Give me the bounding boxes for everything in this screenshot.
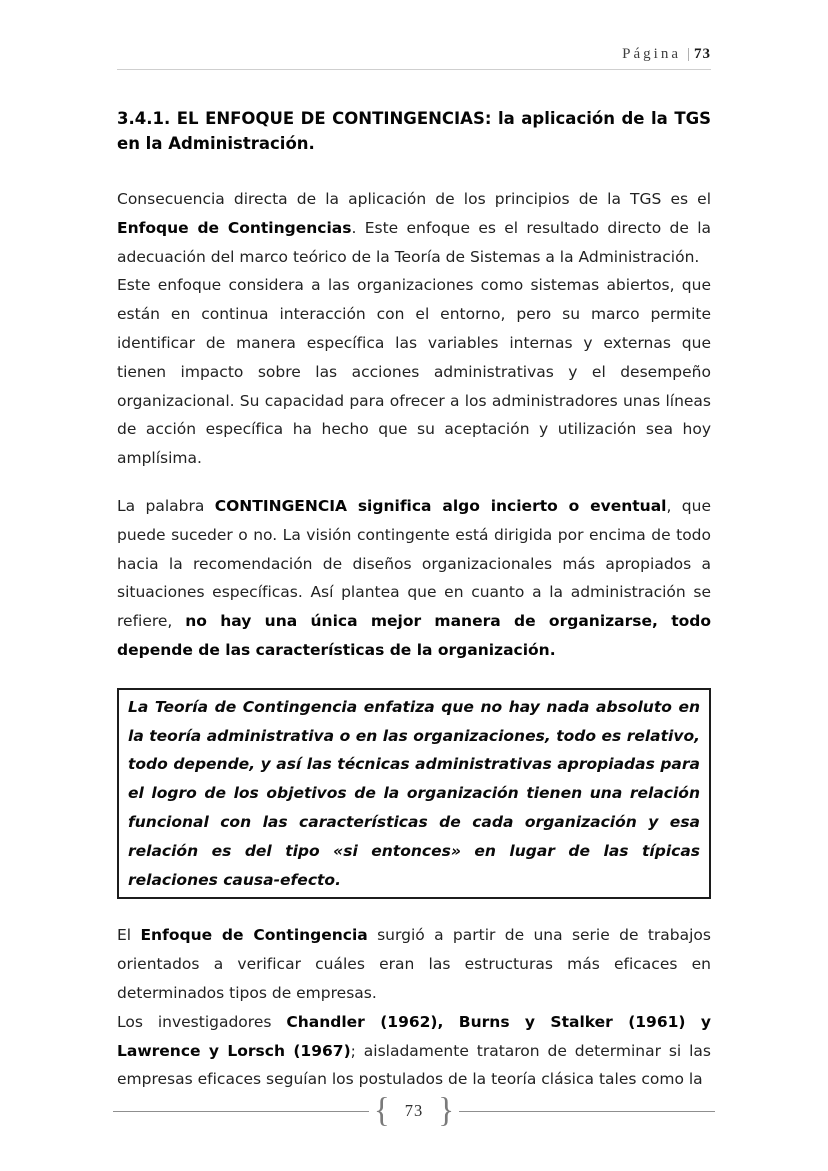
page-content <box>117 106 711 1094</box>
paragraph-los-investigadores: Los investigadores Chandler (1962), Burns y Stalker (1961) y Lawrence y Lorsch (1967); aisladamente trataron de determinar si las empresas eficaces seguían los postulados de la teoría clásica tales como la <box>117 1012 711 1089</box>
paragraph-consecuencia: Consecuencia directa de la aplicación de los principios de la TGS es el Enfoque de Contingencias. Este enfoque es el resultado directo de la adecuación del marco teórico de la Teoría de Sistemas a la Administración. <box>117 190 711 266</box>
page-footer <box>113 1092 715 1130</box>
callout-box <box>117 688 711 900</box>
paragraph-el-enfoque-surgio: El Enfoque de Contingencia surgió a partir de una serie de trabajos orientados a verificar cuáles eran las estructuras más eficaces en determinados tipos de empresas. <box>117 926 711 1002</box>
paragraph-este-enfoque: Este enfoque considera a las organizaciones como sistemas abiertos, que están en continua interacción con el entorno, pero su marco permite identificar de manera específica las variables internas y externas que tienen impacto sobre las acciones administrativas y el desempeño organizacional. Su capacidad para ofrecer a los administradores unas líneas de acción específica ha hecho que su aceptación y utilización sea hoy amplísima. <box>117 276 711 468</box>
paragraph-la-palabra: La palabra CONTINGENCIA significa algo incierto o eventual, que puede suceder o no. La visión contingente está dirigida por encima de todo hacia la recomendación de diseños organizacionales más apropiados a situaciones específicas. Así plantea que en cuanto a la administración se refiere, no hay una única mejor manera de organizarse, todo depende de las características de la organización. <box>117 496 711 659</box>
footer-rule-right <box>459 1111 715 1112</box>
footer-brace-left: { <box>373 1092 390 1130</box>
callout-text: La Teoría de Contingencia enfatiza que no hay nada absoluto en la teoría administrativa o en las organizaciones, todo es relativo, todo depende, y así las técnicas administrativas apropiadas para el logro de los objetivos de la organización tienen una relación funcional con las características de cada organización y esa relación es del tipo «si entonces» en lugar de las típicas relaciones causa-efecto. <box>128 697 700 889</box>
footer-page-number: 73 <box>404 1101 424 1120</box>
footer-brace-right: } <box>438 1092 455 1130</box>
section-heading: 3.4.1. EL ENFOQUE DE CONTINGENCIAS: la aplicación de la TGS en la Administración. <box>117 109 711 153</box>
header-separator: | <box>686 46 690 62</box>
footer-rule-left <box>113 1111 369 1112</box>
header-page-number: 73 <box>694 46 711 62</box>
page-header <box>117 0 711 70</box>
header-page-label: Página <box>622 46 681 62</box>
